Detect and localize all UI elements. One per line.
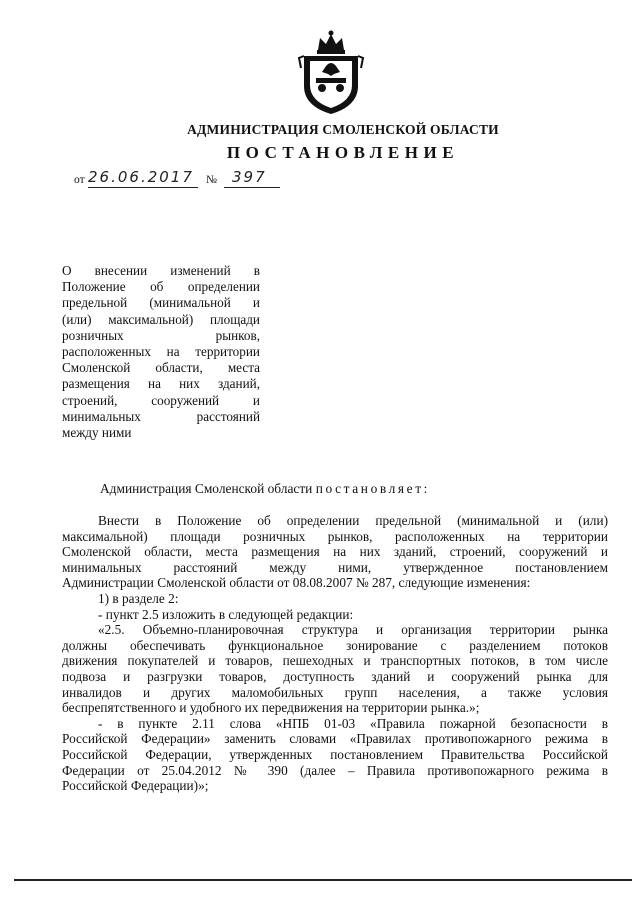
date-handwritten: 26.06.2017 — [88, 168, 194, 186]
number-underline — [224, 187, 280, 188]
subject-line: между ними — [62, 425, 132, 441]
body-line: беспрепятственного и удобного их передвижения на территории рынка.»; — [62, 700, 480, 716]
subject-line: предельной (минимальной и — [62, 295, 260, 311]
body-line: Российской Федерации, утвержденных постановлением Правительства Российской — [62, 746, 608, 762]
body-line: максимальной) площади розничных рынков, расположенных на территории — [62, 528, 608, 544]
document-type-title: ПОСТАНОВЛЕНИЕ — [226, 143, 460, 162]
body-line: - в пункте 2.11 слова «НПБ 01-03 «Правила пожарной безопасности в — [98, 715, 608, 731]
page-bottom-rule — [14, 879, 632, 881]
body-line: Российской Федерации» заменить словами «Правилах противопожарного режима в — [62, 731, 608, 747]
body-line: Смоленской области, места размещения на них зданий, строений, сооружений и — [62, 544, 608, 560]
date-underline — [88, 187, 198, 188]
body-line: Администрации Смоленской области от 08.08.2007 № 287, следующие изменения: — [62, 575, 531, 591]
subject-line: розничных рынков, — [62, 327, 260, 343]
decree-statement — [100, 481, 430, 497]
subject-line: Положение об определении — [62, 279, 260, 295]
body-line: должны обеспечивать функциональное зонирование с разделением потоков — [62, 637, 608, 653]
coat-of-arms-icon — [296, 28, 366, 116]
body-line: движения покупателей и товаров, пешеходных и транспортных потоков, в том числе — [62, 653, 608, 669]
organization-title: АДМИНИСТРАЦИЯ СМОЛЕНСКОЙ ОБЛАСТИ — [187, 122, 499, 137]
decree-verb: постановляет: — [315, 481, 430, 496]
subject-line: размещения на них зданий, — [62, 376, 260, 392]
list-item: 1) в разделе 2: — [98, 590, 179, 606]
body-line: Внести в Положение об определении предельной (минимальной и (или) — [98, 513, 608, 528]
document-body — [62, 513, 608, 794]
subject-line: (или) максимальной) площади — [62, 311, 260, 327]
subject-line: строений, сооружений и — [62, 392, 260, 408]
date-number-line — [74, 170, 284, 190]
number-label: № — [206, 174, 217, 186]
date-label: от — [74, 174, 85, 186]
subject-line: минимальных расстояний — [62, 408, 260, 424]
subject-line: расположенных на территории — [62, 344, 260, 360]
subject-line: О внесении изменений в — [62, 263, 260, 278]
body-line: инвалидов и других маломобильных групп населения, а также условия — [62, 684, 608, 700]
body-line: Российской Федерации)»; — [62, 778, 209, 794]
body-line: подвоза и разгрузки товаров, доступность зданий и сооружений рынка для — [62, 668, 608, 684]
subject-line: Смоленской области, места — [62, 360, 260, 376]
number-handwritten: 397 — [232, 168, 267, 186]
body-line: Федерации от 25.04.2012 № 390 (далее – Правила противопожарного режима в — [62, 762, 608, 778]
decree-prefix: Администрация Смоленской области — [100, 481, 316, 496]
list-subitem: - пункт 2.5 изложить в следующей редакции: — [98, 606, 354, 622]
body-line: минимальных расстояний между ними, утвержденное постановлением — [62, 559, 608, 575]
body-line: «2.5. Объемно-планировочная структура и организация территории рынка — [98, 622, 608, 638]
document-subject — [62, 263, 260, 441]
